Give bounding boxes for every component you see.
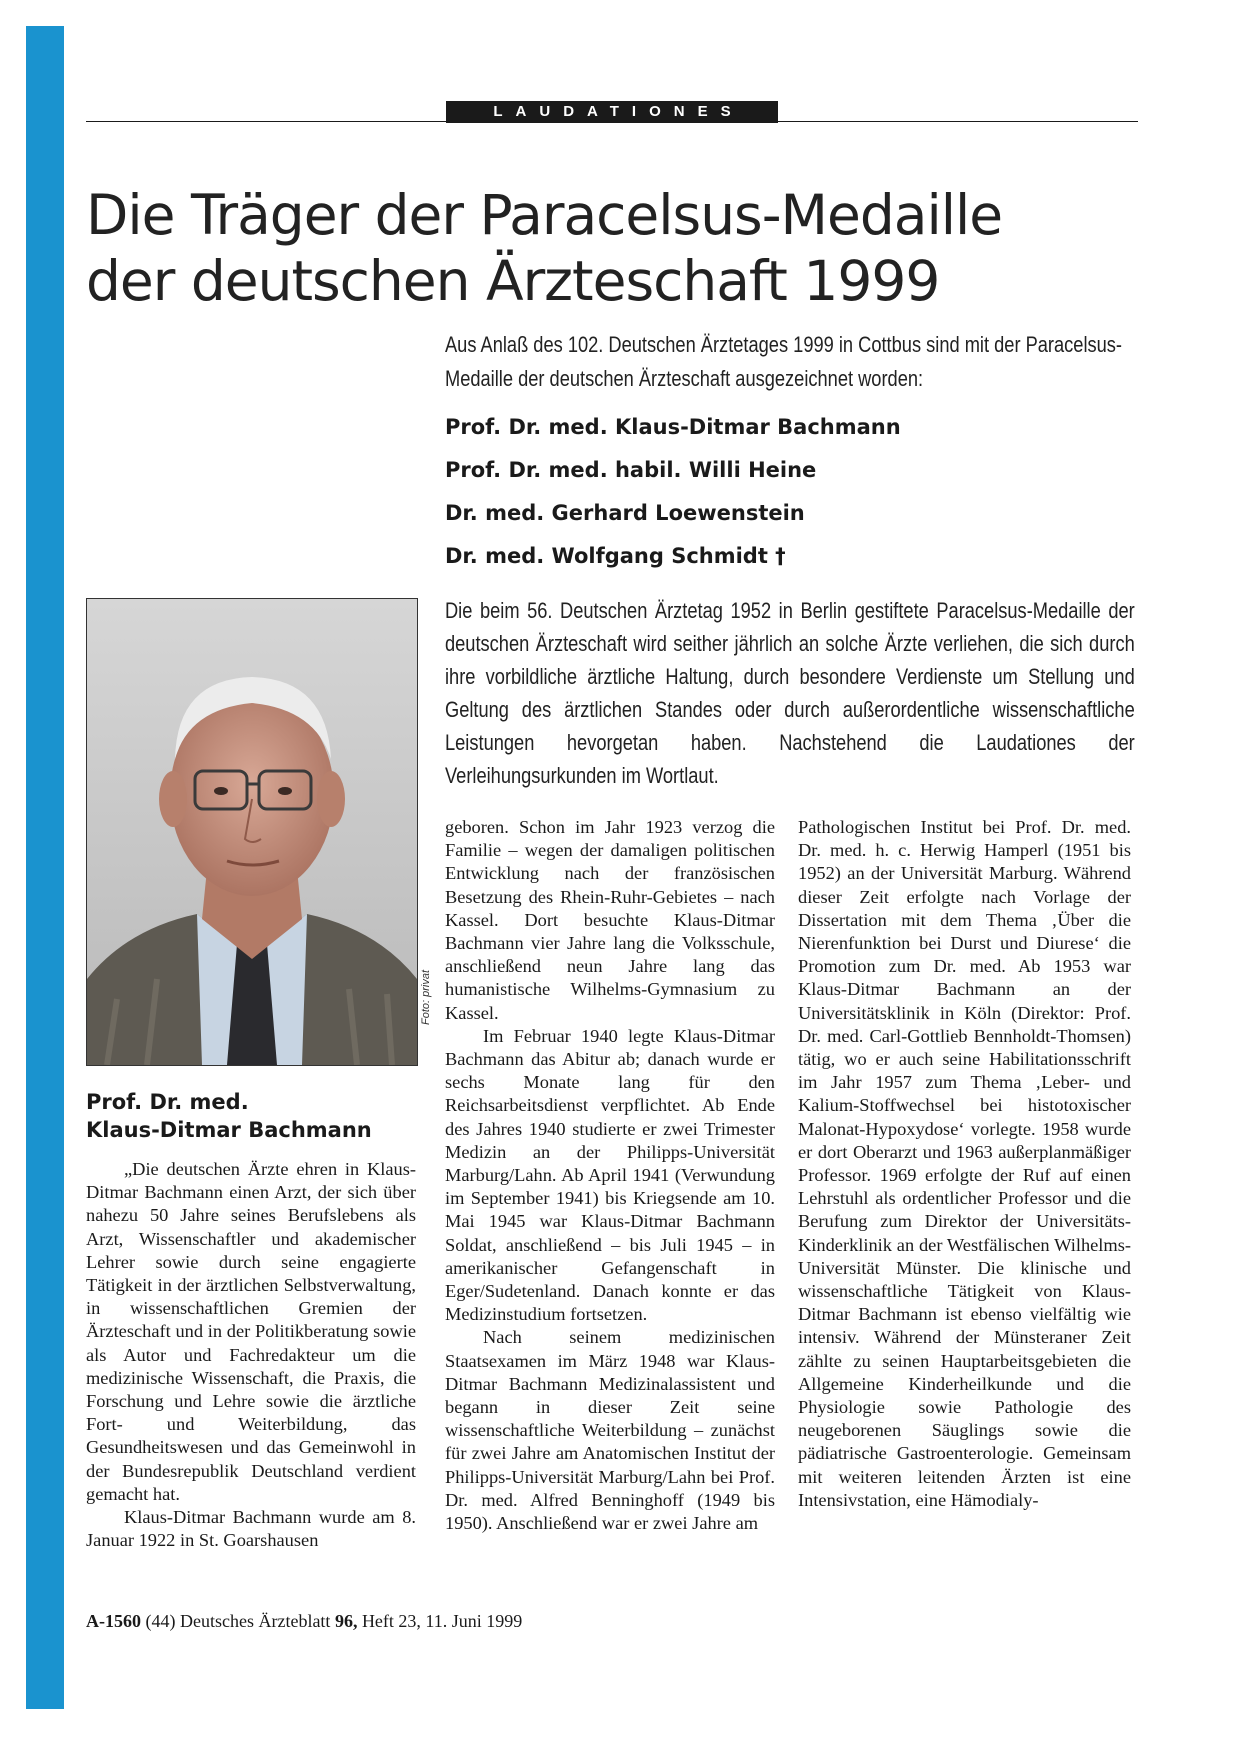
portrait-photo <box>86 598 418 1066</box>
caption-line-1: Prof. Dr. med. <box>86 1090 249 1114</box>
page-title <box>86 182 1136 314</box>
title-line-2: der deutschen Ärzteschaft 1999 <box>86 249 940 313</box>
honoree-2: Prof. Dr. med. habil. Willi Heine <box>445 458 817 482</box>
page-footer <box>86 1611 522 1632</box>
article-column-3 <box>798 816 1131 1512</box>
header-rule <box>86 121 1138 122</box>
issue-prefix: (44) Deutsches Ärzteblatt <box>145 1611 331 1631</box>
paragraph: geboren. Schon im Jahr 1923 verzog die Familie – wegen der damaligen politischen Entwicklung nach der französischen Besetzung des Rhein-Ruhr-Gebietes – nach Kassel. Dort besuchte Klaus-Ditmar Bachmann vier Jahre lang die Volksschule, anschließend neun Jahre lang das humanistische Wilhelms-Gymnasium zu Kassel. <box>445 817 775 1023</box>
photo-caption <box>86 1088 416 1144</box>
paragraph: Im Februar 1940 legte Klaus-Ditmar Bachmann das Abitur ab; danach wurde er sechs Monate lang für den Reichsarbeitsdienst verpflichtet. Ab Ende des Jahres 1940 studierte er zwei Trimester Medizin an der Philipps-Universität Marburg/Lahn. Ab April 1941 (Verwundung im September 1941) bis Kriegsende am 10. Mai 1945 war Klaus-Ditmar Bachmann Soldat, anschließend – bis Juli 1945 – in amerikanischer Gefangenschaft in Eger/Sudetenland. Danach konnte er das Medizinstudium fortsetzen. <box>445 1025 775 1325</box>
medal-description: Die beim 56. Deutschen Ärztetag 1952 in Berlin gestiftete Paracelsus-Medaille der deutschen Ärzteschaft wird seither jährlich an solche Ärzte verliehen, die sich durch ihre vorbildliche ärztliche Haltung, durch besondere Verdienste um Stellung und Geltung des ärztlichen Standes oder durch außerordentliche wissenschaftliche Leistungen hevorgetan haben. Nachstehend die Laudationes der Verleihungsurkunden im Wortlaut. <box>445 598 1135 788</box>
photo-credit: Foto: privat <box>420 969 432 1025</box>
honoree-4: Dr. med. Wolfgang Schmidt † <box>445 544 786 568</box>
article-column-2 <box>445 816 775 1535</box>
volume-number: 96, <box>334 1611 358 1631</box>
article-column-1 <box>86 1158 416 1552</box>
issue-suffix: Heft 23, 11. Juni 1999 <box>361 1611 523 1631</box>
honoree-3: Dr. med. Gerhard Loewenstein <box>445 501 805 525</box>
honoree-1: Prof. Dr. med. Klaus-Ditmar Bachmann <box>445 415 901 439</box>
paragraph: Pathologischen Institut bei Prof. Dr. med. Dr. med. h. c. Herwig Hamperl (1951 bis 1952) an der Universität Marburg. Während dieser Zeit erfolgte nach Vorlage der Dissertation mit dem Thema ‚Über die Nierenfunktion bei Durst und Diurese‘ die Promotion zum Dr. med. Ab 1953 war Klaus-Ditmar Bachmann an der Universitätsklinik in Köln (Direktor: Prof. Dr. med. Carl-Gottlieb Bennholdt-Thomsen) tätig, wo er auch seine Habilitationsschrift im Jahr 1957 zum Thema ‚Leber- und Kalium-Stoffwechsel bei histotoxischer Malonat-Hypoxydose‘ vorlegte. 1958 wurde er dort Oberarzt und 1963 außerplanmäßiger Professor. 1969 erfolgte der Ruf auf einen Lehrstuhl als ordentlicher Professor und die Berufung zum Direktor der Universitäts-Kinderklinik an der Westfälischen Wilhelms-Universität Münster. Die klinische und wissenschaftliche Tätigkeit von Klaus-Ditmar Bachmann ist ebenso vielfältig wie intensiv. Während der Münsteraner Zeit zählte zu seinen Hauptarbeitsgebieten die Allgemeine Kinderheilkunde und die Physiologie sowie Pathologie des neugeborenen Säuglings sowie die pädiatrische Gastroenterologie. Gemeinsam mit weiteren leitenden Ärzten ist eine Intensivstation, eine Hämodialy- <box>798 817 1131 1510</box>
accent-bar <box>26 26 64 1709</box>
honoree-list <box>445 406 1135 578</box>
caption-line-2: Klaus-Ditmar Bachmann <box>86 1118 372 1142</box>
paragraph: Nach seinem medizinischen Staatsexamen im März 1948 war Klaus-Ditmar Bachmann Medizinalassistent und begann in dieser Zeit seine wissenschaftliche Weiterbildung – zunächst für zwei Jahre am Anatomischen Institut der Philipps-Universität Marburg/Lahn bei Prof. Dr. med. Alfred Benninghoff (1949 bis 1950). Anschließend war er zwei Jahre am <box>445 1327 775 1534</box>
intro-text: Aus Anlaß des 102. Deutschen Ärztetages 1999 in Cottbus sind mit der Paracelsus-Medaille der deutschen Ärzteschaft ausgezeichnet worden: <box>445 332 1123 391</box>
paragraph: „Die deutschen Ärzte ehren in Klaus-Ditmar Bachmann einen Arzt, der sich über nahezu 50 Jahre seines Berufslebens als Arzt, Wissenschaftler und akademischer Lehrer sowie durch seine engagierte Tätigkeit in der ärztlichen Selbstverwaltung, in wissenschaftlichen Gremien der Ärzteschaft und in der Politikberatung sowie als Autor und Fachredakteur um die medizinische Wissenschaft, die Praxis, die Forschung und Lehre sowie die ärztliche Fort- und Weiterbildung, das Gesundheitswesen und das Gemeinwohl in der Bundesrepublik Deutschland verdient gemacht hat. <box>86 1159 416 1504</box>
portrait-illustration <box>87 599 417 1065</box>
title-line-1: Die Träger der Paracelsus-Medaille <box>86 183 1003 247</box>
paragraph: Klaus-Ditmar Bachmann wurde am 8. Januar 1922 in St. Goarshausen <box>86 1507 416 1551</box>
page-number: A-1560 <box>86 1611 141 1631</box>
section-label: LAUDATIONES <box>446 101 778 123</box>
